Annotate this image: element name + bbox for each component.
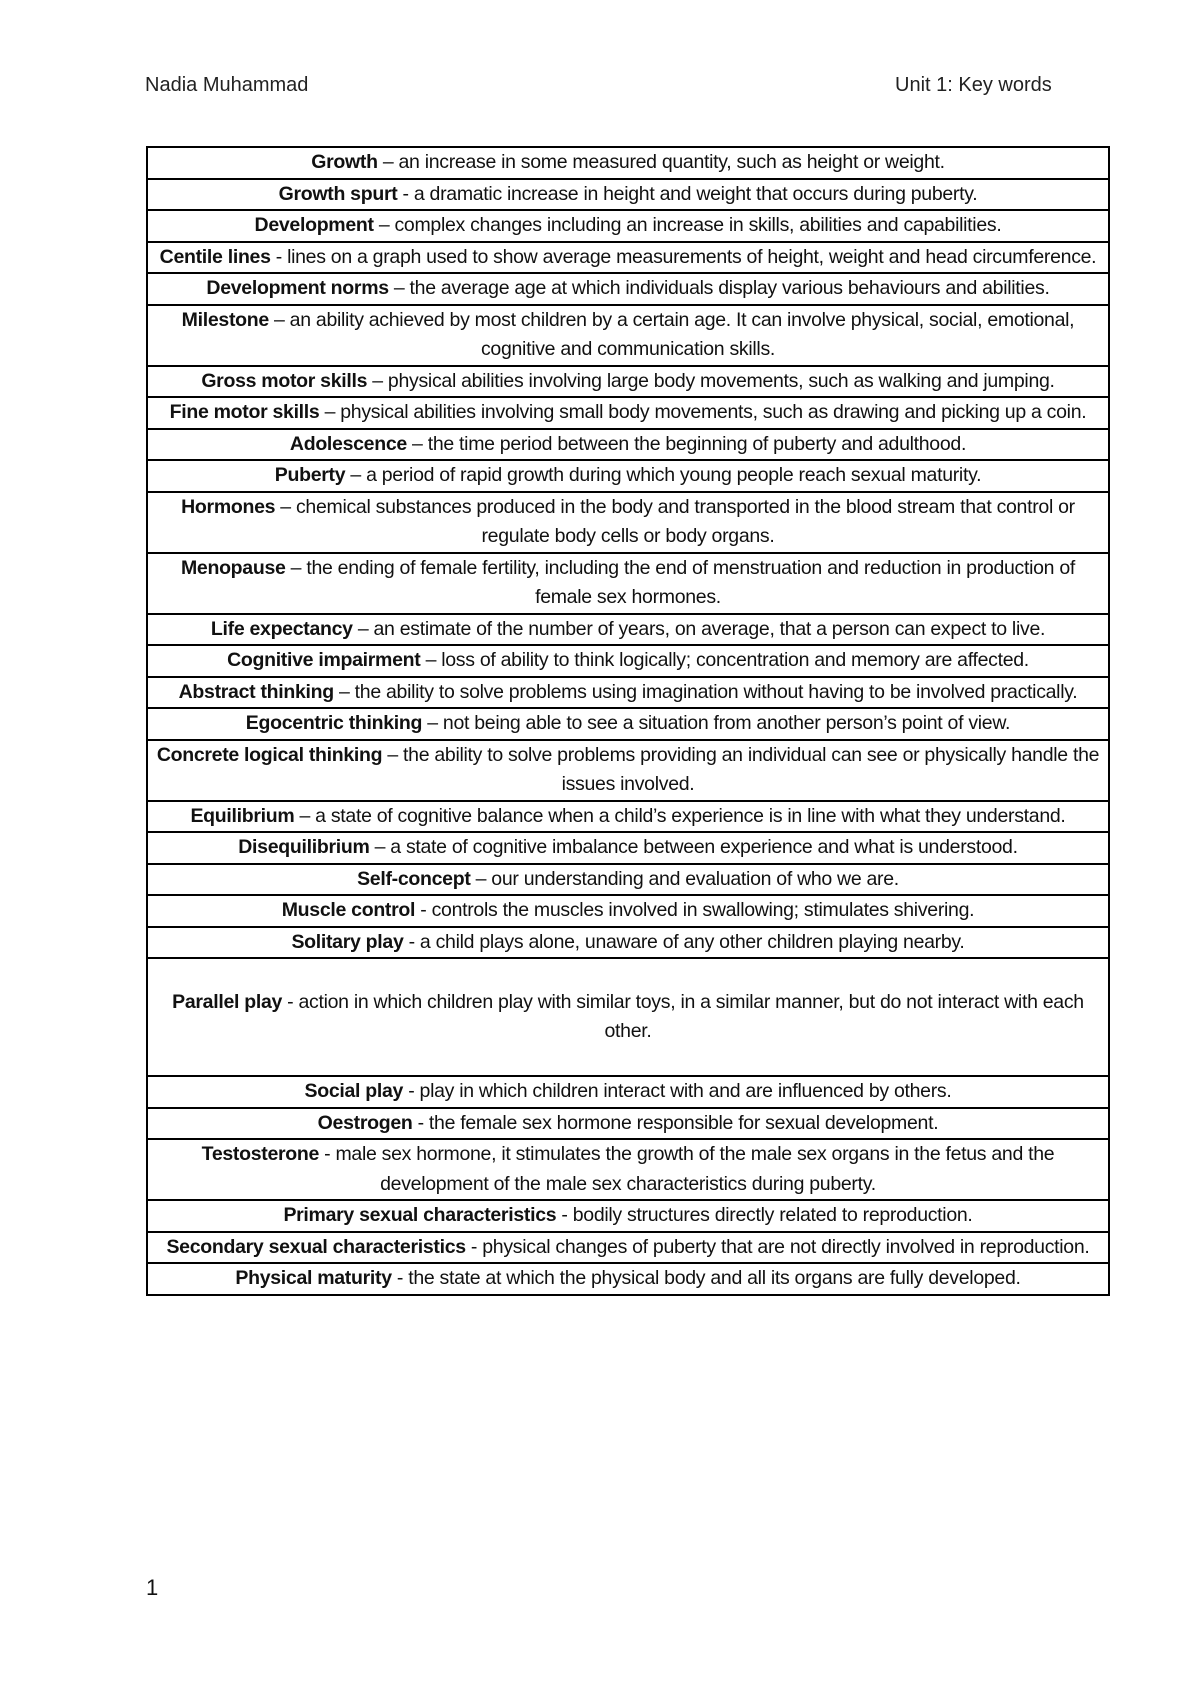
keyword-term: Growth spurt	[278, 182, 398, 205]
keyword-term: Parallel play	[172, 990, 283, 1013]
keyword-cell	[147, 1139, 1109, 1200]
keyword-cell	[147, 927, 1109, 959]
keyword-cell	[147, 895, 1109, 927]
table-row	[147, 740, 1109, 801]
keyword-cell	[147, 645, 1109, 677]
keyword-definition: - lines on a graph used to show average measurements of height, weight and head circumference.	[270, 245, 1097, 268]
keyword-term: Primary sexual characteristics	[283, 1204, 557, 1226]
keyword-definition: – the ending of female fertility, including the end of menstruation and reduction in production of female sex hormones.	[285, 556, 1076, 608]
keyword-term: Growth	[311, 151, 378, 173]
keyword-term: Puberty	[274, 464, 346, 486]
table-row	[147, 895, 1109, 927]
keyword-term: Milestone	[181, 308, 269, 331]
table-row	[147, 210, 1109, 242]
table-row	[147, 366, 1109, 398]
keyword-definition: – not being able to see a situation from another person’s point of view.	[422, 712, 1011, 734]
table-row	[147, 492, 1109, 553]
keyword-cell	[147, 1232, 1109, 1264]
keyword-term: Menopause	[180, 556, 286, 579]
keyword-definition: - male sex hormone, it stimulates the growth of the male sex organs in the fetus and the development of the male sex characteristics during puberty.	[319, 1143, 1055, 1195]
table-row	[147, 1232, 1109, 1264]
unit-title: Unit 1: Key words	[895, 74, 1052, 96]
keyword-cell	[147, 832, 1109, 864]
keyword-term: Abstract thinking	[178, 680, 334, 703]
keyword-term: Self-concept	[357, 867, 471, 890]
table-row	[147, 460, 1109, 492]
keyword-term: Social play	[304, 1080, 404, 1102]
keyword-cell	[147, 492, 1109, 553]
keyword-term: Muscle control	[281, 899, 416, 921]
keyword-term: Centile lines	[159, 245, 271, 268]
author-name: Nadia Muhammad	[145, 74, 309, 96]
table-row	[147, 1200, 1109, 1232]
keyword-cell	[147, 429, 1109, 461]
keyword-definition: – the ability to solve problems providing an individual can see or physically handle the issues involved.	[382, 743, 1100, 795]
keyword-term: Equilibrium	[190, 804, 295, 827]
keyword-term: Oestrogen	[317, 1111, 413, 1134]
keyword-definition: – an estimate of the number of years, on average, that a person can expect to live.	[352, 617, 1046, 640]
keyword-cell	[147, 1108, 1109, 1140]
table-row	[147, 801, 1109, 833]
keyword-cell	[147, 801, 1109, 833]
table-row	[147, 645, 1109, 677]
keyword-cell	[147, 740, 1109, 801]
page-number: 1	[146, 1575, 159, 1600]
table-row	[147, 147, 1109, 179]
keyword-definition: - controls the muscles involved in swallowing; stimulates shivering.	[415, 899, 975, 921]
keyword-definition: – an ability achieved by most children by a certain age. It can involve physical, social, emotional, cognitive and communication skills.	[268, 308, 1075, 360]
table-row	[147, 614, 1109, 646]
keyword-cell	[147, 1076, 1109, 1108]
keyword-definition: – a state of cognitive balance when a child’s experience is in line with what they understand.	[294, 804, 1066, 827]
keyword-term: Life expectancy	[210, 617, 353, 640]
keyword-cell	[147, 1263, 1109, 1295]
keyword-definition: - a child plays alone, unaware of any other children playing nearby.	[403, 930, 965, 953]
keyword-definition: - play in which children interact with and are influenced by others.	[403, 1080, 952, 1102]
table-row	[147, 927, 1109, 959]
table-row	[147, 1076, 1109, 1108]
table-row	[147, 708, 1109, 740]
keyword-term: Physical maturity	[235, 1267, 392, 1289]
keyword-cell	[147, 366, 1109, 398]
keyword-definition: – physical abilities involving small body movements, such as drawing and picking up a coin.	[319, 401, 1087, 423]
keyword-term: Egocentric thinking	[245, 712, 423, 734]
keyword-definition: - the female sex hormone responsible for sexual development.	[412, 1111, 939, 1134]
keyword-cell	[147, 958, 1109, 1076]
keyword-cell	[147, 864, 1109, 896]
keyword-definition: - action in which children play with similar toys, in a similar manner, but do not interact with each other.	[282, 990, 1084, 1042]
keyword-term: Hormones	[181, 495, 276, 518]
keyword-cell	[147, 242, 1109, 274]
keyword-definition: – complex changes including an increase in skills, abilities and capabilities.	[373, 214, 1002, 236]
keyword-cell	[147, 677, 1109, 709]
keyword-term: Concrete logical thinking	[156, 743, 383, 766]
table-row	[147, 677, 1109, 709]
keyword-cell	[147, 305, 1109, 366]
table-row	[147, 1139, 1109, 1200]
keyword-definition: – a period of rapid growth during which young people reach sexual maturity.	[345, 464, 982, 486]
table-row	[147, 1263, 1109, 1295]
table-row	[147, 305, 1109, 366]
keyword-definition: – a state of cognitive imbalance between experience and what is understood.	[369, 836, 1018, 858]
keyword-cell	[147, 614, 1109, 646]
keyword-definition: – our understanding and evaluation of who we are.	[470, 867, 899, 890]
keyword-term: Development	[254, 214, 374, 236]
keyword-cell	[147, 273, 1109, 305]
keyword-definition: – the average age at which individuals display various behaviours and abilities.	[388, 277, 1050, 299]
table-row	[147, 864, 1109, 896]
keyword-term: Secondary sexual characteristics	[166, 1235, 466, 1258]
table-row	[147, 553, 1109, 614]
keyword-term: Development norms	[206, 277, 389, 299]
keyword-definition: – loss of ability to think logically; concentration and memory are affected.	[420, 649, 1029, 671]
keyword-cell	[147, 1200, 1109, 1232]
keyword-term: Disequilibrium	[238, 836, 370, 858]
table-row	[147, 1108, 1109, 1140]
keyword-definition: - the state at which the physical body and all its organs are fully developed.	[391, 1267, 1021, 1289]
keyword-definition: – an increase in some measured quantity, such as height or weight.	[377, 151, 945, 173]
keyword-definition: – chemical substances produced in the body and transported in the blood stream that control or regulate body cells or body organs.	[275, 495, 1075, 547]
table-row	[147, 958, 1109, 1076]
table-row	[147, 832, 1109, 864]
table-row	[147, 429, 1109, 461]
table-row	[147, 179, 1109, 211]
keyword-term: Fine motor skills	[169, 401, 320, 423]
keyword-definition: – the ability to solve problems using imagination without having to be involved practically.	[333, 680, 1078, 703]
table-row	[147, 397, 1109, 429]
keyword-definition: – the time period between the beginning of puberty and adulthood.	[406, 432, 967, 455]
keyword-definition: – physical abilities involving large body movements, such as walking and jumping.	[367, 369, 1055, 392]
keyword-term: Solitary play	[291, 930, 404, 953]
table-row	[147, 242, 1109, 274]
keyword-definition: - bodily structures directly related to reproduction.	[556, 1204, 973, 1226]
keyword-cell	[147, 553, 1109, 614]
keyword-definition: - a dramatic increase in height and weight that occurs during puberty.	[397, 182, 978, 205]
keyword-cell	[147, 210, 1109, 242]
keyword-cell	[147, 708, 1109, 740]
keyword-cell	[147, 179, 1109, 211]
keyword-cell	[147, 147, 1109, 179]
keyword-term: Cognitive impairment	[227, 649, 421, 671]
keyword-definition: - physical changes of puberty that are not directly involved in reproduction.	[465, 1235, 1090, 1258]
keyword-term: Adolescence	[289, 432, 407, 455]
key-words-table	[146, 146, 1110, 1296]
table-row	[147, 273, 1109, 305]
keyword-cell	[147, 397, 1109, 429]
keyword-term: Testosterone	[201, 1143, 320, 1165]
keyword-cell	[147, 460, 1109, 492]
keyword-term: Gross motor skills	[201, 369, 368, 392]
